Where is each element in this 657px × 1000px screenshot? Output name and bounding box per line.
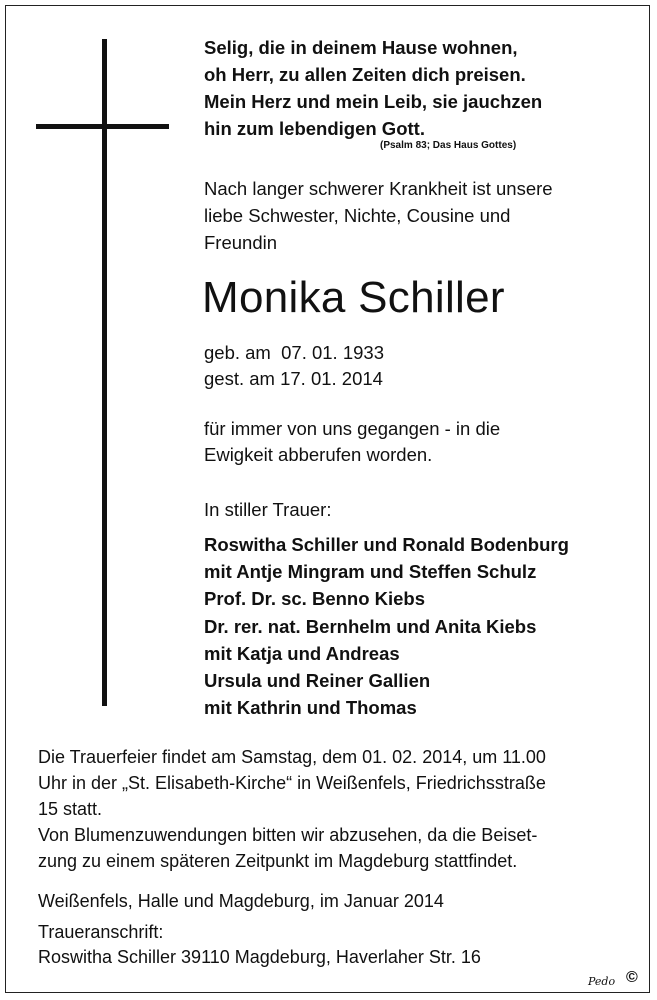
passing-text [204,416,500,468]
passing-line: Ewigkeit abberufen worden. [204,444,433,465]
mourner-entry: mit Antje Mingram und Steffen Schulz [204,561,537,583]
psalm-line: oh Herr, zu allen Zeiten dich preisen. [204,64,526,85]
mourner-entry: Prof. Dr. sc. Benno Kiebs [204,588,426,610]
mourner-entry: mit Katja und Andreas [204,642,400,664]
funeral-line: Uhr in der „St. Elisabeth-Kirche“ in Weißenfels, Friedrichsstraße [38,773,546,793]
psalm-line: Selig, die in deinem Hause wohnen, [204,37,518,58]
psalm-line: Mein Herz und mein Leib, sie jauchzen [204,91,543,112]
deceased-name: Monika Schiller [202,273,505,322]
funeral-line: Die Trauerfeier findet am Samstag, dem 01. 02. 2014, um 11.00 [38,747,546,767]
intro-line: Nach langer schwerer Krankheit ist unsere [204,178,553,199]
funeral-line: Von Blumenzuwendungen bitten wir abzusehen, da die Beiset- [38,825,538,845]
psalm-quote [204,34,624,142]
mourner-list [204,531,569,721]
psalm-line: hin zum lebendigen Gott. [204,118,425,139]
passing-line: für immer von uns gegangen - in die [204,418,501,439]
psalm-source: (Psalm 83; Das Haus Gottes) [380,140,517,151]
intro-line: Freundin [204,232,278,253]
funeral-line: zung zu einem späteren Zeitpunkt im Magdeburg stattfindet. [38,851,518,871]
designer-signature: Pedo [588,975,616,988]
mourning-label: In stiller Trauer: [204,499,332,520]
intro-line: liebe Schwester, Nichte, Cousine und [204,205,511,226]
cross-icon [102,39,107,706]
funeral-line: 15 statt. [38,799,103,819]
cross-icon-crossbar [36,124,169,129]
birth-date: geb. am 07. 01. 1933 [204,342,384,363]
death-date: gest. am 17. 01. 2014 [204,368,383,389]
funeral-info [38,744,638,874]
address-label: Traueranschrift: [38,922,164,942]
copyright-icon: © [626,969,638,986]
intro-text [204,175,624,256]
mourner-entry: Dr. rer. nat. Bernhelm und Anita Kiebs [204,615,537,637]
mourner-entry: mit Kathrin und Thomas [204,697,417,719]
mourner-entry: Roswitha Schiller und Ronald Bodenburg [204,534,569,555]
address-value: Roswitha Schiller 39110 Magdeburg, Haverlaher Str. 16 [38,947,481,967]
life-dates [204,340,384,392]
place-date: Weißenfels, Halle und Magdeburg, im Januar 2014 [38,891,444,911]
mourning-address [38,920,481,970]
mourner-entry: Ursula und Reiner Gallien [204,670,431,692]
